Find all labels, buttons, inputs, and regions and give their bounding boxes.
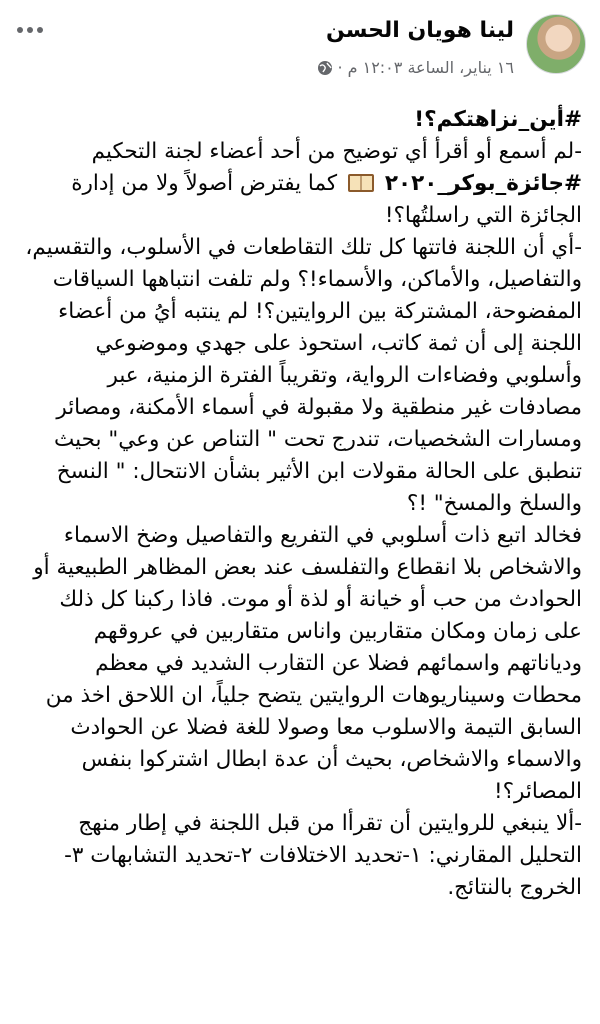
dot (37, 27, 43, 33)
post-meta (317, 58, 515, 77)
post-body (22, 104, 582, 904)
post-text: -لم أسمع أو أقرأ أي توضيح من أحد أعضاء لجنة التحكيم (91, 139, 582, 164)
dot (17, 27, 23, 33)
timestamp[interactable]: ١٦ يناير، الساعة ١٢:٠٣ م (347, 58, 514, 77)
post-paragraph: فخالد اتبع ذات أسلوبي في التفريع والتفاصيل وضخ الاسماء والاشخاص بلا انقطاع والتفلسف عند بعض المظاهر الطبيعية أو الحوادث من حب أو خيانة أو لذة أو موت. فاذا ركبنا كل ذلك على زمان ومكان متقاربين واناس متقاربين في عروقهم ودياناتهم واسمائهم فضلا عن التقارب الشديد في معظم محطات وسيناريوهات الروايتين يتضح جلياً، ان اللاحق اخذ من السابق التيمة والاسلوب معا وصولا للغة فضلا عن الحوادث والاسماء والاشخاص، بحيث أن عدة ابطال اشتركوا بنفس المصائر؟! (33, 523, 582, 804)
avatar[interactable] (526, 14, 586, 74)
post-hashtag-heading[interactable]: #أين_نزاهتكم؟! (414, 107, 582, 132)
hashtag-link[interactable]: #جائزة_بوكر_٢٠٢٠ (384, 171, 582, 196)
more-options-icon[interactable] (14, 18, 46, 42)
author-name[interactable]: لينا هويان الحسن (326, 18, 514, 43)
book-icon (348, 174, 374, 192)
post-paragraph (22, 136, 582, 232)
meta-separator: · (337, 58, 343, 77)
post-paragraph: -أي أن اللجنة فاتتها كل تلك التقاطعات في الأسلوب، والتقسيم، والتفاصيل، والأماكن، والأسماء!؟ ولم تلفت انتباهها السياقات المفضوحة، المشتركة بين الروايتين؟! لم ينتبه أيُ من أعضاء اللجنة إلى أن ثمة كاتب، استحوذ على جهدي وموضوعي وأسلوبي وفضاءات الرواية، وتقريباً الفترة الزمنية، عبر مصادفات غير منطقية ولا مقبولة في أسماء الأمكنة، ومصائر ومسارات الشخصيات، تندرج تحت " التناص عن وعي" بحيث تنطبق على الحالة مقولات ابن الأثير بشأن الانتحال: " النسخ والسلخ والمسخ" !؟ (25, 235, 582, 516)
post-text: كما يفترض أصولاً ولا من إدارة الجائزة التي راسلتُها؟! (71, 171, 582, 228)
dot (27, 27, 33, 33)
post-paragraph: -ألا ينبغي للروايتين أن تقرأا من قبل اللجنة في إطار منهج التحليل المقارني: ١-تحديد الاختلافات ٢-تحديد التشابهات ٣-الخروج بالنتائج. (64, 811, 582, 900)
post-header (0, 0, 600, 100)
globe-icon[interactable] (317, 60, 333, 76)
